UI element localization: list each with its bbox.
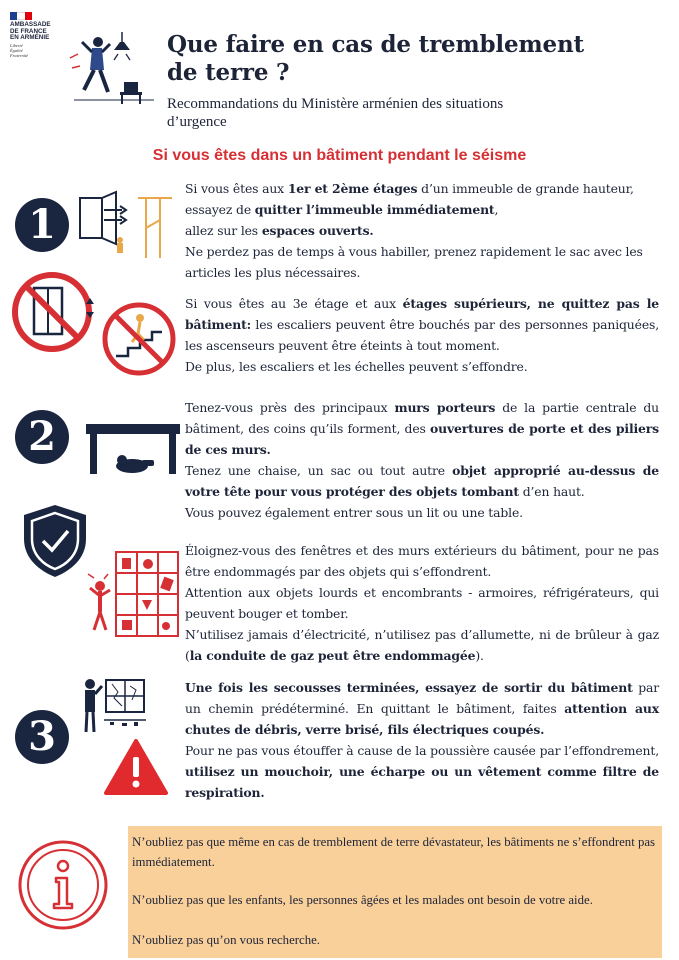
flag-blue — [10, 12, 17, 20]
french-flag-logo — [10, 12, 32, 20]
block-3-text — [185, 397, 659, 523]
block-5-text — [185, 677, 659, 803]
flag-red — [25, 12, 32, 20]
block-1-line-2 — [185, 199, 663, 220]
page-title — [167, 31, 637, 87]
title-line-2: de terre ? — [167, 59, 290, 86]
reminder-2: N’oubliez pas que les enfants, les personnes âgées et les malades ont besoin de votre aide. — [132, 893, 593, 907]
block-3-text-g: d’en haut. — [518, 484, 585, 499]
block-3-text-a: Tenez-vous près des principaux — [185, 400, 395, 415]
block-3-text-e: Tenez une chaise, un sac ou tout autre — [185, 463, 453, 478]
block-2-para-1 — [185, 293, 659, 356]
step-3-badge: 3 — [15, 710, 69, 764]
embassy-line-1: AMBASSADE — [10, 21, 51, 28]
block-3-para-1 — [185, 397, 659, 460]
earthquake-person-icon — [64, 28, 160, 108]
no-elevator-icon — [10, 270, 102, 354]
embassy-line-2: DE FRANCE — [10, 27, 47, 35]
page-subtitle — [167, 95, 587, 131]
embassy-line-3: EN ARMÉNIE — [10, 34, 50, 42]
title-line-1: Que faire en cas de tremblement — [167, 31, 584, 58]
block-3-text-f: objet approprié au-dessus de votre tête pour vous protéger des objets tombant — [185, 463, 659, 499]
flag-white — [17, 12, 24, 20]
block-2-para-2: De plus, les escaliers et les échelles peuvent s’effondre. — [185, 359, 528, 374]
no-stairs-icon — [100, 300, 178, 378]
block-5-text-b: par un chemin prédéterminé. En quittant le bâtiment, faites — [185, 680, 659, 716]
block-1-text-g: allez sur les — [185, 223, 262, 238]
step-1-badge: 1 — [15, 198, 69, 252]
motto-fraternite: Fraternité — [10, 52, 29, 58]
block-4-text-b: la conduite de gaz peut être endommagée — [189, 648, 476, 663]
exit-door-icon — [76, 190, 174, 262]
block-3-text-b: murs porteurs — [394, 400, 496, 415]
block-3-text-c: de la partie centrale du bâtiment, des coins qu’ils forment, des — [185, 400, 659, 436]
section-title: Si vous êtes dans un bâtiment pendant le séisme — [152, 147, 527, 164]
subtitle-line-1: Recommandations du Ministère arménien des situations — [167, 96, 504, 112]
block-3-para-3: Vous pouvez également entrer sous un lit ou une table. — [185, 505, 523, 520]
block-2-text — [185, 293, 659, 377]
block-1-text-a: Si vous êtes aux — [185, 181, 288, 196]
block-2-text-b: étages supérieurs, ne quittez pas le bâtiment: — [185, 296, 659, 332]
reminder-1: N’oubliez pas que même en cas de tremblement de terre dévastateur, les bâtiments ne s’effondrent pas immédiatement. — [132, 835, 656, 869]
block-4-para-1: Éloignez-vous des fenêtres et des murs extérieurs du bâtiment, pour ne pas être endommagés par des objets qui s’effondrent. — [185, 543, 659, 579]
reminder-box — [128, 826, 662, 958]
block-5-text-d: Pour ne pas vous étouffer à cause de la poussière causée par l’effondrement, — [185, 743, 659, 758]
table-shelter-icon — [86, 420, 180, 474]
motto-egalite: Égalité — [10, 47, 23, 53]
block-1-text-d: essayez de — [185, 202, 255, 217]
block-4-text-c: ). — [475, 648, 484, 663]
block-1-text-e: quitter l’immeuble immédiatement — [254, 202, 495, 217]
window-debris-icon — [76, 676, 148, 736]
reminder-3: N’oubliez pas qu’on vous recherche. — [132, 933, 320, 947]
block-5-para-1 — [185, 677, 659, 740]
embassy-name — [10, 22, 51, 42]
block-1-line-4: Ne perdez pas de temps à vous habiller, prenez rapidement le sac avec les articles les plus nécessaires. — [185, 244, 643, 280]
block-3-para-2 — [185, 460, 659, 502]
step-2-badge: 2 — [15, 410, 69, 464]
falling-objects-icon — [86, 546, 182, 642]
block-5-para-2 — [185, 740, 659, 803]
block-1-text-b: 1er et 2ème étages — [287, 181, 418, 196]
block-1-line-3 — [185, 220, 663, 241]
warning-triangle-icon — [103, 738, 169, 796]
block-4-text — [185, 540, 659, 666]
block-1-text-f: , — [494, 202, 499, 217]
subtitle-line-2: d’urgence — [167, 114, 227, 130]
block-3-text-d: ouvertures de porte et des piliers de ces murs. — [185, 421, 659, 457]
republic-motto — [10, 44, 28, 58]
block-2-text-c: les escaliers peuvent être bouchés par des personnes paniquées, les ascenseurs peuvent être éteints à tout moment. — [185, 317, 659, 353]
shield-check-icon — [20, 503, 90, 579]
block-1-text-h: espaces ouverts. — [261, 223, 374, 238]
block-4-text-a: N’utilisez jamais d’électricité, n’utilisez pas d’allumette, ni de brûleur à gaz ( — [185, 627, 659, 663]
block-1-line-1 — [185, 178, 663, 199]
block-5-text-a: Une fois les secousses terminées, essayez de sortir du bâtiment — [185, 680, 633, 695]
info-icon — [16, 838, 110, 932]
block-1-text — [185, 178, 663, 283]
block-1-text-c: d’un immeuble de grande hauteur, — [417, 181, 634, 196]
block-2-text-a: Si vous êtes au 3e étage et aux — [185, 296, 403, 311]
block-5-text-c: attention aux chutes de débris, verre brisé, fils électriques coupés. — [185, 701, 660, 737]
block-4-para-3 — [185, 624, 659, 666]
block-4-para-2: Attention aux objets lourds et encombrants - armoires, réfrigérateurs, qui peuvent bouger et tomber. — [185, 585, 659, 621]
motto-liberte: Liberté — [10, 43, 23, 48]
block-5-text-e: utilisez un mouchoir, une écharpe ou un vêtement comme filtre de respiration. — [185, 764, 659, 800]
